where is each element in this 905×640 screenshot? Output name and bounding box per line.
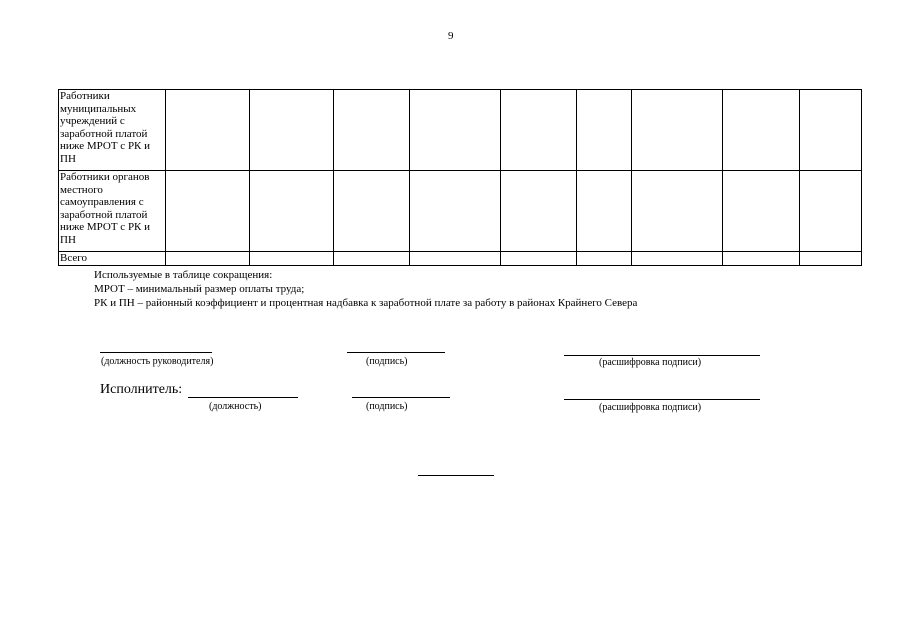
executor-position-caption: (должность) xyxy=(209,401,262,412)
row-label: Работники органов местного самоуправления с заработной платой ниже МРОТ с РК и ПН xyxy=(59,171,166,252)
executor-decoding-caption: (расшифровка подписи) xyxy=(599,402,702,413)
note-mrot: МРОТ – минимальный размер оплаты труда; xyxy=(94,283,305,295)
head-signature-line xyxy=(347,352,445,353)
table-row-total xyxy=(59,252,862,266)
executor-decoding-line xyxy=(564,399,760,400)
head-position-caption: (должность руководителя) xyxy=(101,356,214,367)
table-row xyxy=(59,90,862,171)
notes-heading: Используемые в таблице сокращения: xyxy=(94,269,273,281)
row-label: Всего xyxy=(59,252,166,266)
page-number: 9 xyxy=(448,30,454,42)
executor-position-line xyxy=(188,397,298,398)
data-table xyxy=(58,89,862,266)
table-row xyxy=(59,171,862,252)
abbreviations-notes xyxy=(94,268,637,310)
executor-signature-caption: (подпись) xyxy=(366,401,408,412)
head-signature-caption: (подпись) xyxy=(366,356,408,367)
head-decoding-line xyxy=(564,355,760,356)
head-position-line xyxy=(100,352,212,353)
row-label: Работники муниципальных учреждений с заработной платой ниже МРОТ с РК и ПН xyxy=(59,90,166,171)
head-decoding-caption: (расшифровка подписи) xyxy=(599,357,702,368)
executor-signature-line xyxy=(352,397,450,398)
end-divider xyxy=(418,475,494,476)
executor-label: Исполнитель: xyxy=(100,382,183,397)
note-rk-pn: РК и ПН – районный коэффициент и процентная надбавка к заработной плате за работу в районах Крайнего Севера xyxy=(94,297,638,309)
